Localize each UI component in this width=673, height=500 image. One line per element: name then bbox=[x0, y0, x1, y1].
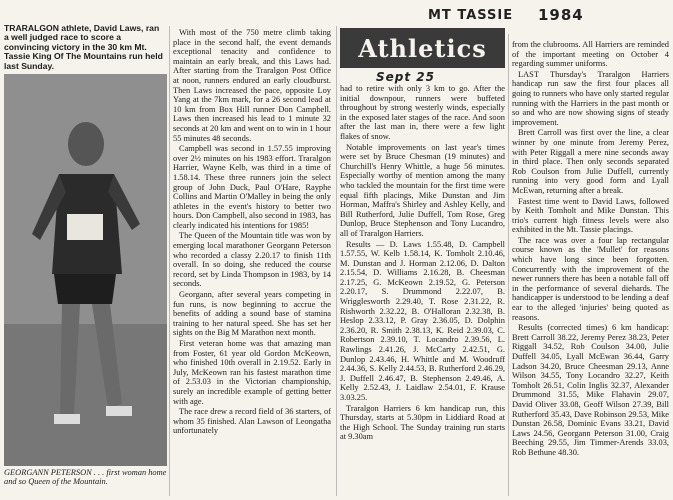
paragraph: Traralgon Harriers 6 km handicap run, this Thursday, starts at 5.30pm in Liddiard Road at the High School. The Sunday training run starts at 9.30am bbox=[340, 403, 505, 442]
runner-photo bbox=[4, 74, 167, 466]
paragraph: LAST Thursday's Traralgon Harriers handicap run saw the first four places all going to runners who have only started regular running with the Harriers in the past month or so and who are now showing signs of steady improvement. bbox=[512, 69, 669, 127]
paragraph: With most of the 750 metre climb taking place in the second half, the event demands exceptional tenacity and confidence to maintain an early break, and this Laws had. After starting from the Traralgon Post Office at noon, runners endured an early cloudburst. Then Laws increased the pace, opposite Loy Yang at the 7km mark, for a 26 second lead at 10 km from Box Hill runner Don Campbell. Laws then increased his lead to 1 minute 32 seconds at 20 km and went on to win in 1 hour 55 minutes 48 seconds. bbox=[173, 28, 331, 143]
paragraph: The race was over a four lap rectangular course known as the 'Mullet' for reasons which have long since been forgotten. Concurrently with the improvement of the newer runners there has been a notable fall off in the performance of several diehards. The handicapper is understood to be lending a deaf ear to the alleged 'injuries' being quoted as reasons. bbox=[512, 235, 669, 322]
handwritten-source: MT TASSIE bbox=[428, 8, 514, 23]
column-divider bbox=[336, 26, 337, 496]
paragraph: Notable improvements on last year's times were set by Bruce Chesman (19 minutes) and Churchill's Henry Whittle, a huge 56 minutes. Especially worthy of mention among the many who tackled the mountain for the first time were equal fifth placings, Mike Dunstan and Jim Horman, Maffra's Shirley and Ashley Kelly, and Bill Rutherford, Julie Duffell, Tom Rose, Greg Dunlop, Bruce Stephenson and Tony Lucandro, all of Traralgon Harriers. bbox=[340, 142, 505, 238]
column-divider bbox=[508, 34, 509, 496]
paragraph: The race drew a record field of 36 starters, of whom 35 finished. Alan Lawson of Leongatha unfortunately bbox=[173, 407, 331, 436]
paragraph: The Queen of the Mountain title was won by emerging local marathoner Georgann Peterson who recorded a classy 2.20.17 to finish 11th overall. In so doing, she reduced the course record, set by Linda Thompson in 1983, by 14 seconds. bbox=[173, 231, 331, 289]
paragraph: Brett Carroll was first over the line, a clear winner by one minute from Jeremy Perez, with Peter Riggall a mere nine seconds away in third place. Then only seconds separated Rob Coulson from Julie Duffell, currently running into very good form and Lyall McEwan, returning after a break. bbox=[512, 128, 669, 195]
banner-title: Athletics bbox=[358, 34, 487, 63]
results-paragraph: Results (corrected times) 6 km handicap: Brett Carroll 38.22, Jeremy Perez 38.23, Peter Riggall 34.52, Rob Coulson 34.00, Julie Duffell 34.05, Lyall McEwan 36.44, Garry Ladson 34.20, Bruce Cheesman 29.13, Anne Wilson 34.55, Tony Locandro 32.27, Keith Tomholt 26.51, Colin Inglis 32.37, Alexander Drummond 31.55, Mike Flahavin 29.07, David Oliver 33.08, Geoff Wilson 27.39, Bill Rutherford 35.43, Dave Robinson 29.53, Mike Dunstan 26.58, Dominic Evans 33.21, David Laws 24.56, Georgann Peterson 31.00, Craig Beeching 29.55, Jim Timmer-Arends 33.03, Rob Bethune 48.30. bbox=[512, 323, 669, 457]
article-column-2 bbox=[173, 28, 331, 498]
handwritten-year: 1984 bbox=[538, 6, 584, 24]
results-paragraph: Results — D. Laws 1.55.48, D. Campbell 1.57.55, W. Kelb 1.58.14, K. Tomholt 2.10.46, M. Dunstan and J. Horman 2.12.06, D. Dalton 2.15.54, D. Williams 2.16.28, B. Cheesman 2.17.25, G. McKeown 2.19.52, G. Peterson 2.20.17, S. Drummond 2.22.07, B. Wrigglesworth 2.29.40, T. Rose 2.31.22, R. Rishworth 2.32.22, B. O'Halloran 2.32.38, B. Heslop 2.33.12, P. Gray 2.36.05, D. Dolphin 2.36.20, R. Smith 2.38.13, K. Reid 2.39.03, C. Robertson 2.39.10, T. Locandro 2.39.56, L. Rawlings 2.41.26, J. McCarty 2.42.51, G. Dunlop 2.43.46, H. Whittle and M. Woodruff 2.44.36, S. Kelly 2.44.53, B. Rutherford 2.46.29, J. Duffell 2.46.47, B. Stephenson 2.49.46, A. Kelly 2.52.43, J. Laidlaw 2.54.01, F. Krause 3.03.25. bbox=[340, 239, 505, 402]
runner-figure-icon bbox=[4, 74, 167, 466]
photo-caption: GEORGANN PETERSON . . . first woman home and so Queen of the Mountain. bbox=[4, 468, 167, 486]
article-column-4 bbox=[512, 40, 669, 498]
paragraph: Campbell was second in 1.57.55 improving over 2½ minutes on his 1983 effort. Traralgon Harrier, Wayne Kelb, was third in a time of 1.58.14. These three runners join the select group of John Duck, Paul O'Hare, Rayphe Collins and Martin O'Malley in being the only athletes in the event's history to better two hours. Don Campbell, also second in 1983, has clearly indicated his intentions for 1985! bbox=[173, 144, 331, 230]
handwritten-date: Sept 25 bbox=[376, 70, 435, 84]
article-headline: TRARALGON athlete, David Laws, ran a well judged race to score a convincing victory in the 30 km Mt. Tassie King Of The Mountains run held last Sunday. bbox=[4, 23, 163, 71]
paragraph: Georgann, after several years competing in fun runs, is now beginning to accrue the benefits of adding a sound base of stamina training to her natural speed. She has set her sights on the Big M Marathon next month. bbox=[173, 290, 331, 338]
article-column-3 bbox=[340, 84, 505, 498]
paragraph: Fastest time went to David Laws, followed by Keith Tomholt and Mike Dunstan. This trio's current high fitness levels were also exhibited in the Mt. Tassie placings. bbox=[512, 196, 669, 235]
column-divider bbox=[169, 26, 170, 496]
section-banner bbox=[340, 28, 505, 68]
paragraph: from the clubrooms. All Harriers are reminded of the important meeting on October 4 regarding summer uniforms. bbox=[512, 40, 669, 69]
paragraph: First veteran home was that amazing man from Foster, 61 year old Gordon McKeown, who finished 10th overall in 2.19.52. Early in July, McKeown ran his fastest marathon time of 2.53.03 in the Victorian championship, surely an incredible example of getting better with age. bbox=[173, 339, 331, 406]
paragraph: had to retire with only 3 km to go. After the initial downpour, runners were buffeted throughout by strong westerly winds, especially in the exposed later stages of the race. And soon after the last man in, there were a few light flakes of snow. bbox=[340, 84, 505, 141]
